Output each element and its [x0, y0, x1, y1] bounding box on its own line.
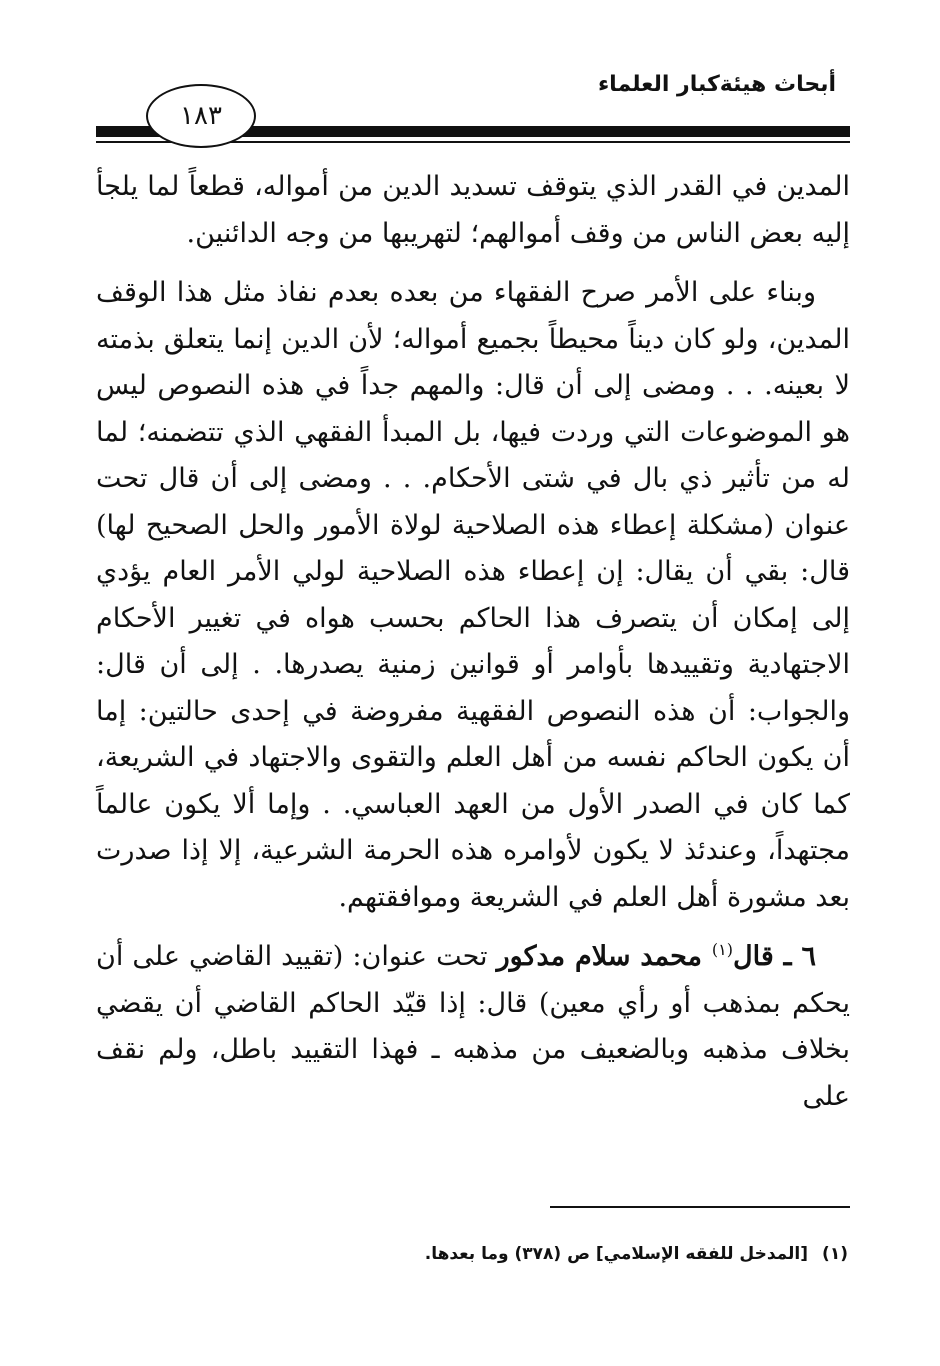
page-number: ١٨٣: [146, 84, 256, 148]
author-name: محمد سلام مدكور: [496, 941, 712, 972]
paragraph-3-text: تحت عنوان: (تقييد القاضي على أن يحكم بمذهب أو رأي معين) قال: إذا قيّد الحاكم القاضي أن يقضي بخلاف مذهبه وبالضعيف من مذهبه ـ فهذا التقييد باطل، ولم نقف على: [96, 941, 850, 1112]
paragraph-2: وبناء على الأمر صرح الفقهاء من بعده بعدم نفاذ مثل هذا الوقف المدين، ولو كان ديناً محيطاً بجميع أمواله؛ لأن الدين إنما يتعلق بذمته لا بعينه. . . ومضى إلى أن قال: والمهم جداً في هذه النصوص ليس هو الموضوعات التي وردت فيها، بل المبدأ الفقهي الذي تتضمنه؛ لما له من تأثير ذي بال في شتى الأحكام. . . ومضى إلى أن قال تحت عنوان (مشكلة إعطاء هذه الصلاحية لولاة الأمور والحل الصحيح لها) قال: بقي أن يقال: إن إعطاء هذه الصلاحية لولي الأمر العام يؤدي إلى إمكان أن يتصرف هذا الحاكم بحسب هواه في تغيير الأحكام الاجتهادية وتقييدها بأوامر أو قوانين زمنية يصدرها. . إلى أن قال: والجواب: أن هذه النصوص الفقهية مفروضة في إحدى حالتين: إما أن يكون الحاكم نفسه من أهل العلم والتقوى والاجتهاد في الشريعة، كما كان في الصدر الأول من العهد العباسي. . وإما ألا يكون عالماً مجتهداً، وعندئذ لا يكون لأوامره هذه الحرمة الشرعية، إلا إذا صدرت بعد مشورة أهل العلم في الشريعة وموافقتهم.: [96, 277, 850, 913]
footnote-text: [المدخل للفقه الإسلامي] ص (٣٧٨) وما بعدها.: [424, 1244, 809, 1264]
footnote-number: (١): [822, 1244, 848, 1264]
footnote: [148, 1244, 848, 1264]
paragraph-3: [96, 934, 850, 1120]
footnote-rule: [550, 1206, 850, 1208]
running-head: أبحاث هيئةكبار العلماء: [597, 72, 836, 97]
item-number-lead: ٦ ـ قال: [733, 941, 816, 972]
footnote-reference: (١): [711, 940, 734, 959]
body-text: [96, 164, 850, 1120]
paragraph-1: المدين في القدر الذي يتوقف تسديد الدين من أمواله، قطعاً لما يلجأ إليه بعض الناس من وقف أموالهم؛ لتهريبها من وجه الدائنين.: [96, 171, 850, 249]
